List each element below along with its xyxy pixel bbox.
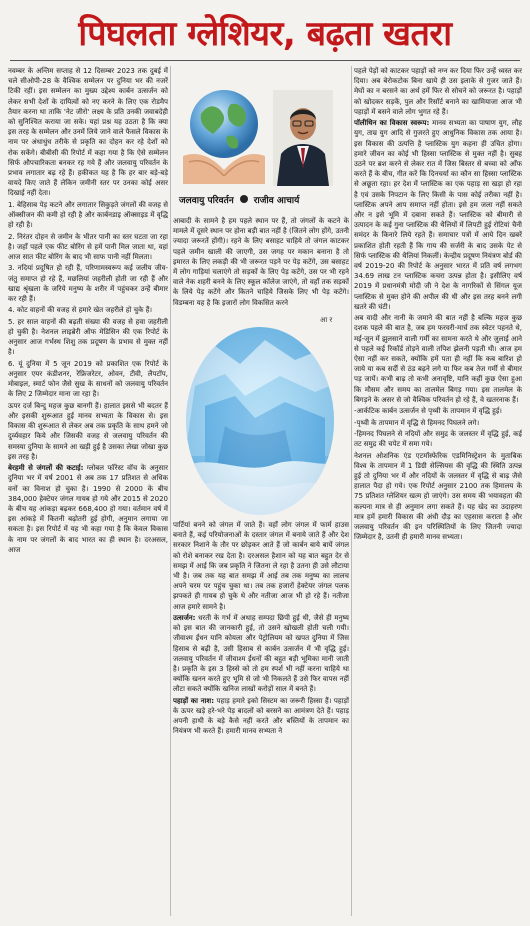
body-paragraph: नेशनल ओशनिक एंड एटमॉस्फेरिक एडमिनिस्ट्रेशन के मुताबिक विश्व के तापमान में 1 डिग्री सेल्सियस की वृद्धि की स्थिति उत्पन्न हुई तो दुनिया भर में और नदियों के जलस्तर में वृद्धि से बाढ़ जैसे हालात पैदा हो गये। एक रिपोर्ट अनुसार 2100 तक हिमालय के 75 प्रतिशत ग्लेशियर खत्म हो जाएंगे। उस समय की भयावहता की कल्पना मात्र से ही अनुमान लगा सकते हैं। यह खेद का उदाहरण मात्र हमें हमारी विकास की अंधी दौड़ का एहसास कराता है और जलवायु परिवर्तन की इन परिस्थितियों के लिए जितनी ज्यादा जिम्मेदार है, उतनी ही हमारी मानव सभ्यता। [354,451,522,542]
list-item: -हिमनद पिघलने से नदियों और समुद्र के जलस्तर में वृद्धि हुई, कई तट समुद्र की चपेट में समा गये। [354,430,522,449]
globe-in-hands-image [179,84,269,189]
list-item: 1. बेहिसाब पेड़ कटने और लगातार सिकुड़ते जंगलों की वजह से ऑक्सीजन की कमी हो रही है और कार्बनडाइ ऑक्साइड में वृद्धि हो रही है। [8,200,168,230]
list-item: 2. निरंतर दोहन से जमीन के भीतर पानी का स्तर घटता जा रहा है। जहाँ पहले एक फीट बोरिंग से हमें पानी मिल जाता था, वहां आज सात फीट बोरिंग के बाद भी साफ पानी नहीं मिलता। [8,232,168,262]
subheading: उत्सर्जन: [173,614,196,623]
list-item: 4. कोट वाहनों की वजह से हमारे खेत जहरीले हो चुके हैं। [8,306,153,315]
body-text: पहाड़ हमारे इको सिस्टम का जरूरी हिस्सा हैं। पहाड़ों के ऊपर खड़े हरे-भरे पेड़ बादलों को बरसने का आमंत्रण देते हैं। पहाड़ अपनी हाथी के बड़े कैसे नहीं करते और बस्तियों के तापमान का नियंत्रण भी करते हैं। हमारी मानव सभ्यता ने [173,696,349,736]
list-item: -पृथ्वी के तापमान में वृद्धि से हिमनद पिघलने लगे। [354,418,480,427]
glacier-image [185,326,335,516]
author-name: राजीव आचार्य [253,195,300,206]
column-divider [351,66,352,916]
body-paragraph: पहले पेड़ों को काटकर पहाड़ों को नग्न कर दिया फिर उन्हें ध्वस्त कर दिया। अब बेरोकटोक बिना खाये ही उस इलाके से गुजर जाते हैं। मेघों का न बरसने का अर्थ हमें फिर से सोचने को जरूरत है। पहाड़ों को खोदकर सड़कें, पुल और रिसॉर्ट बनाने का खामियाजा आज भी पहाड़ों में बसने वाले लोग भुगत रहे हैं। [354,67,522,116]
headline [12,6,518,58]
subheading: पॉलीथिन का विकास स्वरूप: [354,119,430,128]
column-divider [170,66,171,916]
subheading: बेरहमी से जंगलों की कटाई: [8,464,84,473]
column-3 [354,66,522,918]
author-box [173,66,349,212]
body-text: ग्लोबल फॉरेस्ट वॉच के अनुसार दुनिया भर में वर्ष 2001 से अब तक 17 प्रतिशत से अधिक वनों का विनाश हो चुका है। 1990 से 2000 के बीच 384,000 हेक्टेयर जंगल गायब हो गये और 2015 से 2020 के बीच यह आंकड़ा बढ़कर 668,400 हो गया। वर्तमान वर्ष में इस आंकड़े में कितनी बढ़ोतरी हुई होगी, अनुमान लगाया जा सकता है। इस रिपोर्ट में यह भी कहा गया है कि केवल विकास के नाम पर जंगलों के बाद भारत का ही स्थान है। दरअसल, आज [8,464,168,554]
headline-text: पिघलता ग्लेशियर, बढ़ता खतरा [78,14,452,54]
list-item: 3. नदियां प्रदूषित हो रही हैं, परिणामस्वरूप कई जलीय जीव-जंतु समाप्त हो रहे हैं, मछलियां जहरीली होती जा रही हैं और खाद्य श्रृंखला के जरिये मनुष्य के शरीर में पहुंचकर उन्हें बीमार कर रही हैं। [8,264,168,304]
byline [179,192,345,206]
body-paragraph: अब वादी और नानी के जमाने की बात नहीं है बल्कि महज कुछ दशक पहले की बात है, जब हम फरवरी-मार्च तक स्वेटर पहनते थे, मई-जून में झुलसाने वाली गर्मी का सामना करते थे और जुलाई आने से पहले कई रिकॉर्ड तोड़ने वाली तपिश झेलनी पड़ती थी। आज हम ऐसा नहीं कर सकते, क्योंकि हमें पता ही नहीं कि कब बारिश हो जाये या कब सर्दी से ठंड बढ़ने लगे या फिर कब तेज गर्मी से बीमार पड़ जायें। कभी बाढ़ तो कभी अनावृष्टि, यानि कहीं कुछ ऐसा हुआ कि मौसम और समय का तालमेल बिगड़ गया। इस तालमेल के बिगड़ने के असर से जो वैश्विक परिवर्तन हो रहे हैं, वे खतरनाक हैं। [354,314,522,404]
page-marker: आ र [320,316,333,324]
bullet-icon [240,195,248,203]
list-item: 6. यूं दुनिया में 5 जून 2019 को प्रकाशित एक रिपोर्ट के अनुसार एयर कंडीशनर, रेफ्रिजरेटर, ओवन, टीवी, लैपटॉप, मोबाइल, स्मार्ट फोन जैसे सुख के साधनों को जलवायु परिवर्तन के लिए 2 जिम्मेदार माना जा रहा है। [8,359,168,399]
body-paragraph: आबादी के सामने है हम पहले स्थान पर हैं, तो जंगलों के कटने के मामले में दूसरे स्थान पर होना बड़ी बात नहीं है (जितने लोग होंगे, उतनी ज्यादा जरूरतें होंगी)। रहने के लिए बसाहट चाहिये तो जंगल काटकर पहले जमीन खाली की जाएगी, उस जगह पर मकान बनाना है तो इमारत के लिए लकड़ी की भी जरूरत पड़ने पर पेड़ कटेंगे, उस बसाहट में लोग गाड़ियां चलाएंगे तो सड़कों के लिए पेड़ कटेंगे, उस पर भी रहने वाले नेक शहरी बनने के लिए स्कूल कॉलेज जाएंगे, तो वहाँ तक सड़कों के लिये पेड़ कटेंगे और कितने चाहिये जिसके लिए भी पेड़ कटेंगे। विडम्बना यह है कि इजारों लोग विकसित करने [173,217,349,307]
body-text: मानव सभ्यता का पाषाण युग, लौह युग, ताम्र युग आदि से गुजरते हुए आधुनिक विकास तक आया है। इस विकास की उत्पत्ति है प्लास्टिक युग कहना ही उचित होगा। हमारे जीवन का कोई भी हिस्सा प्लास्टिक से मुक्त नहीं है। सुबह उठने पर ब्रश करने से लेकर रात में जिस बिस्तर से बच्चा को आँफ करते हैं के बीच, गीत करें कि दिनचर्या का कौन सा हिस्सा प्लास्टिक से अछूता रहा। हर देश में प्लास्टिक का एक पहाड़ सा खड़ा हो रहा है एवं उसके निपटान के लिए किसी के पास कोई तरीका नहीं है। प्लास्टिक अपने आप समाप्त नहीं होता। इसे हम जला नहीं सकते और न इसे भूमि में दबाना सकते हैं। प्लास्टिक को बीमारी से उत्पादन के कई गुना प्लास्टिक की थैलियों में लिपटी हुई रोटियां चैनी समंदर के किनारे लिये रहते हैं। समाचार पत्रों में आये दिन खबरें प्रकाशित होती रहती हैं कि गाय की सर्जरी के बाद उसके पेट से सिर्फ प्लास्टिक की थैलियां निकलीं। केन्द्रीय प्रदूषण नियंत्रण बोर्ड की वर्ष 2019-20 की रिपोर्ट के अनुसार भारत में प्रति वर्ष लगभग 34.69 लाख टन प्लास्टिक कचरा उत्पन्न होता है। इसीलिए वर्ष 2019 में प्रधानमंत्री मोदी जी ने देश के नागरिकों से सिंगल यूज प्लास्टिक से मुक्त होने की अपील की थी और इस तरह बनने लगी खतरे की घंटी। [354,119,522,311]
intro-paragraph: नवम्बर के अन्तिम सप्ताह से 12 दिसम्बर 2023 तक दुबई में चले सीओपी-28 के वैश्विक सम्मेलन पर दुनिया भर की नजरें टिकी रहीं। इस सम्मेलन का मुख्य उद्देश्य कार्बन उत्सर्जन को लेकर सभी देशों के दायित्वों को नए करने के लिए एक रोडमैप तैयार करना था ताकि 'नेट जीरो' लक्ष्य के प्रति उनकी जवाबदेही को सुनिश्चित कराया जा सके। यहां प्रश्न यह उठता है कि क्या इस तरह के सम्मेलन और उनमें लिये जाने वाले फैसले विकास के नाम पर अंधाधुंध तरीके से प्रकृति का दोहन कर रहे देशों को रोक सकेंगे। बीबीसी की रिपोर्ट में कहा गया है कि ऐसे सम्मेलन सिर्फ औपचारिकता बनकर रह गये हैं और जलवायु परिवर्तन के प्रभाव लगातार बढ़ रहे हैं। हकीकत यह है कि हर बार बड़े-बड़े वायदे किए जाते हैं लेकिन जमीनी स्तर पर उनका कोई असर दिखाई नहीं देता। [8,67,168,198]
body-paragraph [173,613,349,695]
body-paragraph: पार्टियां बनने को जंगल में जाते हैं। वहाँ लोग जंगल में फार्म हाउस बनाते हैं, कई परियोजनाओं के दस्तार जंगल में बनाये जाते हैं और देश सरकार निशाने के तौर पर छोड़कर आते हैं जो कार्बन बाये बायें जंगल को रोशे बनाकर रख देता है। दरअसल हैशान को यह बात बहुत देर से समझ में आई कि जब प्रकृति ने जितना ले रहा है उतना ही उसे लौटाया भी है। जब तक यह बात समझ में आई तब तक मनुष्य का लालच अपने चरम पर पहुंच चुका था। तब तक हजारों हेक्टेयर जंगल पलक झपकते ही गायब हो चुके थे और नतीजा आज भी हो रहे हैं। नतीजा आज हमारे सामने है। [173,521,349,611]
body-paragraph: ऊपर दर्ज बिन्दु महज कुछ बानगी हैं। हालात इससे भी बदतर हैं और इसकी शुरूआत हुई मानव सभ्यता के विकास से। इस विकास की शुरूआत से लेकर अब तक प्रकृति के साथ हमने जो दुर्व्यवहार किये और जिसकी वजह से जलवायु परिवर्तन की समस्या दुनिया के सामने आ खड़ी हुई है उसका लेखा जोखा कुछ इस तरह है। [8,401,168,461]
column-1 [8,66,168,918]
list-item: 5. हर साल वाहनों की बढ़ती संख्या की वजह से हवा जहरीली हो चुकी है। नेशनल लाइब्रेरी ऑफ मेडिसिन की एक रिपोर्ट के अनुसार आज गर्भस्थ शिशु तक प्रदूषण के प्रभाव से मुक्त नहीं है। [8,317,168,357]
author-photo [273,90,333,186]
body-paragraph [354,118,522,312]
body-paragraph [8,463,168,555]
list-item: -आर्कटिक कार्बन उत्सर्जन से पृथ्वी के तापमान में वृद्धि हुई। [354,407,502,416]
body-paragraph [173,696,349,737]
body-text: धरती के गर्भ में अथाह सम्पदा छिपी हुई थी, जैसे ही मनुष्य को इस बात की जानकारी हुई, तो उसने खोखली होती चली गयी। जीवाश्म ईंधन यानि कोयला और पेट्रोलियम को खपत दुनिया में जिस हिसाब से बढ़ी है, उसी हिसाब से कार्बन उत्सर्जन में भी वृद्धि हुई। जलवायु परिवर्तन में जीवाश्म ईंधनों की बहुत बड़ी भूमिका मानी जाती है। प्रकृति के इस 3 हिस्से को तो हम स्पर्श भी नहीं करना चाहिये था क्योंकि खनन करते हुए भूमि से जो भी निकलते हैं उसे फिर वापस नहीं लौटा सकते क्योंकि खनिज लाखों करोड़ों साल में बनते हैं। [173,614,349,694]
headline-rule [10,60,520,61]
section-label: जलवायु परिवर्तन [179,195,234,206]
column-2-top [173,216,349,316]
subheading: पहाड़ों का नाश: [173,696,214,705]
column-2-bottom [173,520,349,918]
